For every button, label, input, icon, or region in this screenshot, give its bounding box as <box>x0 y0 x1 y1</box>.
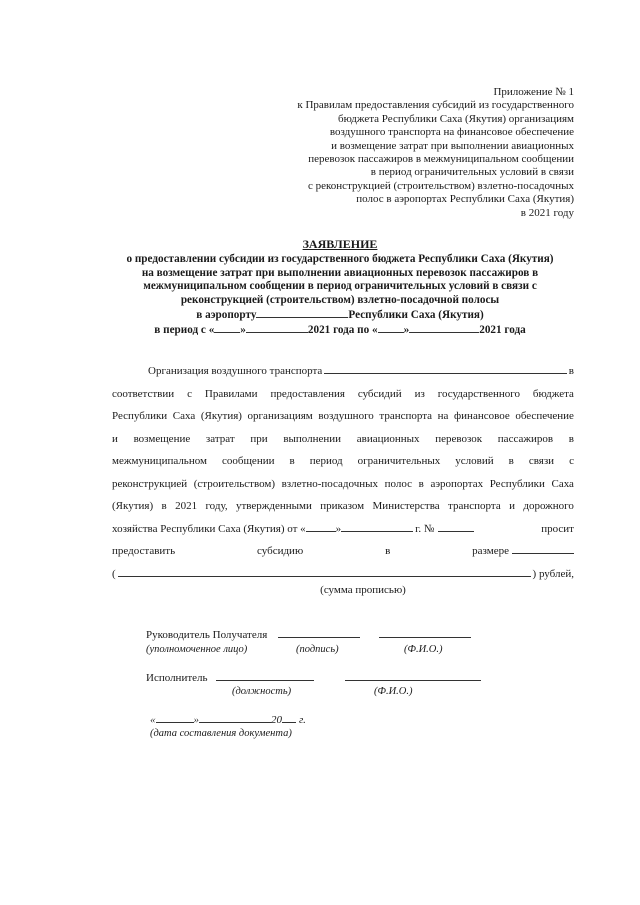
title-line: межмуниципальном сообщении в период ограничительных условий в связи с <box>143 280 537 293</box>
executor-name-blank[interactable] <box>345 670 481 681</box>
annex-line: с реконструкцией (строительством) взлетно-посадочных <box>308 179 574 192</box>
paragraph-word: на <box>437 410 449 422</box>
paragraph-word: и <box>509 500 515 512</box>
order-number-label: г. № <box>415 522 435 535</box>
paragraph-word: Правилами <box>204 387 258 400</box>
title-line: о предоставлении субсидии из государственного бюджета Республики Саха (Якутия) <box>126 253 554 266</box>
paragraph-word: в <box>508 455 514 467</box>
paragraph-word: году, <box>205 500 228 512</box>
grant-line <box>112 540 574 563</box>
order-quote: » <box>335 522 342 535</box>
sum-close-text: ) рублей, <box>532 567 574 580</box>
paragraph-word: полос <box>384 477 413 490</box>
head-signature-blank[interactable] <box>278 627 360 638</box>
period-end-day-blank[interactable] <box>378 322 404 333</box>
head-caption-sign: (подпись) <box>296 644 339 655</box>
paragraph-word: в <box>568 432 574 445</box>
executor-line <box>146 670 481 684</box>
order-month-blank[interactable] <box>341 521 413 532</box>
paragraph-line <box>112 473 574 496</box>
grant-word: размере <box>472 545 509 557</box>
paragraph-word: в <box>161 500 167 512</box>
paragraph-word: при <box>250 432 268 445</box>
amount-blank[interactable] <box>512 543 574 554</box>
paragraph-word: субсидий <box>357 387 402 400</box>
paragraph-line <box>112 383 574 406</box>
grant-word: в <box>385 545 391 557</box>
paragraph-word: предоставления <box>270 387 345 400</box>
paragraph-word: (Якутия) <box>112 500 154 512</box>
paragraph-word: взлетно-посадочных <box>281 477 379 490</box>
date-line <box>150 712 306 726</box>
paragraph-word: перевозок <box>435 432 483 445</box>
date-caption: (дата составления документа) <box>150 728 292 739</box>
period-quote: » <box>403 324 410 337</box>
annex-line: в период ограничительных условий в связи <box>370 166 574 179</box>
paragraph-word: из <box>414 387 425 400</box>
period-suffix: 2021 года <box>479 324 526 337</box>
org-suffix: в <box>568 365 574 377</box>
paragraph-word: утвержденными <box>235 500 312 512</box>
paragraph-word: транспорта <box>448 500 501 512</box>
paragraph-word: затрат <box>205 432 235 445</box>
paragraph-word: Республики <box>112 410 168 422</box>
document-title: ЗАЯВЛЕНИЕ <box>302 237 378 251</box>
org-name-blank[interactable] <box>324 362 567 374</box>
paragraph-word: сообщении <box>221 455 275 467</box>
paragraph-word: реконструкцией <box>112 477 188 490</box>
paragraph-word: (строительством) <box>193 477 276 490</box>
period-prefix: в период с « <box>154 324 215 337</box>
annex-header <box>244 86 574 220</box>
period-middle: 2021 года по « <box>307 324 378 337</box>
paragraph-line <box>112 428 574 451</box>
paragraph-word: связи <box>528 455 555 467</box>
period-line <box>110 322 570 337</box>
period-start-day-blank[interactable] <box>214 322 240 333</box>
paragraph-word: (Якутия) <box>200 410 242 422</box>
date-month-blank[interactable] <box>199 712 271 723</box>
paragraph-word: Республики <box>489 477 545 490</box>
paragraph-word: Министерства <box>372 500 440 512</box>
grant-word: субсидию <box>257 545 304 557</box>
title-line: реконструкцией (строительством) взлетно-посадочной полосы <box>180 293 500 306</box>
paragraph-line <box>112 405 574 428</box>
paragraph-word: пассажиров <box>497 432 554 445</box>
head-name-blank[interactable] <box>379 627 471 638</box>
title-line: на возмещение затрат при выполнении авиационных перевозок пассажиров в <box>141 266 539 279</box>
document-title-block <box>110 238 570 338</box>
date-day-blank[interactable] <box>156 712 194 723</box>
paragraph-word: в <box>289 455 295 467</box>
paragraph-word: с <box>187 387 192 400</box>
paragraph-word: межмуниципальном <box>112 455 207 467</box>
airport-blank[interactable] <box>256 307 348 318</box>
executor-post-blank[interactable] <box>216 670 314 681</box>
paragraph-word: с <box>569 455 574 467</box>
paragraph-word: и <box>112 432 118 445</box>
paragraph-word: финансовое <box>454 410 510 422</box>
grant-word: предоставить <box>112 545 176 557</box>
paragraph-line <box>112 495 574 518</box>
paragraph-word: организациям <box>247 410 313 422</box>
annex-line: воздушного транспорта на финансовое обеспечение <box>329 126 574 139</box>
annex-line: полос в аэропортах Республики Саха (Якутия) <box>356 193 574 206</box>
paragraph-word: дорожного <box>523 500 574 512</box>
paragraph-word: в <box>418 477 424 490</box>
date-year-blank[interactable] <box>282 712 296 723</box>
head-caption-role: (уполномоченное лицо) <box>146 644 248 655</box>
paragraph-word: 2021 <box>175 500 198 512</box>
paragraph-word: Саха <box>172 410 196 422</box>
sum-open-paren: ( <box>112 567 116 580</box>
executor-label: Исполнитель <box>146 672 208 684</box>
application-body <box>112 360 574 602</box>
paragraph-line <box>112 450 574 473</box>
period-start-month-blank[interactable] <box>246 322 308 333</box>
annex-line: к Правилам предоставления субсидий из государственного <box>297 99 574 112</box>
paragraph-word: условий <box>455 455 494 467</box>
paragraph-word: авиационных <box>356 432 420 445</box>
date-quote-close: » <box>193 714 199 726</box>
paragraph-word: воздушного <box>318 410 374 422</box>
paragraph-word: бюджета <box>532 387 574 400</box>
order-ref-line <box>112 518 574 541</box>
sum-caption: (сумма прописью) <box>320 584 406 596</box>
paragraph-word: ограничительных <box>357 455 441 467</box>
annex-line: бюджета Республики Саха (Якутия) организациям <box>338 112 574 125</box>
paragraph-word: аэропортах <box>430 477 484 490</box>
airport-prefix: в аэропорту <box>196 309 257 322</box>
executor-caption-post: (должность) <box>232 686 292 697</box>
annex-line: перевозок пассажиров в межмуниципальном сообщении <box>308 153 574 166</box>
period-end-month-blank[interactable] <box>409 322 479 333</box>
org-line <box>112 360 574 383</box>
annex-line: Приложение № 1 <box>493 86 574 98</box>
order-request-text: просит <box>541 522 574 535</box>
paragraph-word: транспорта <box>379 410 433 422</box>
paragraph-word: соответствии <box>112 387 175 400</box>
date-suffix: г. <box>299 714 306 726</box>
paragraph-word: приказом <box>320 500 365 512</box>
paragraph-word: государственного <box>437 387 520 400</box>
order-day-blank[interactable] <box>306 521 336 532</box>
executor-caption-name: (Ф.И.О.) <box>374 686 413 697</box>
org-label: Организация воздушного транспорта <box>148 365 323 377</box>
paragraph-word: Саха <box>551 477 574 490</box>
order-ref-text: хозяйства Республики Саха (Якутия) от « <box>112 522 306 535</box>
sum-in-words-blank[interactable] <box>118 565 531 577</box>
head-caption-name: (Ф.И.О.) <box>404 644 443 655</box>
head-signature-line <box>146 627 471 641</box>
date-year: 20 <box>271 714 282 726</box>
airport-suffix: Республики Саха (Якутия) <box>348 309 484 322</box>
paragraph-word: выполнении <box>283 432 342 445</box>
paragraph-word: период <box>309 455 343 467</box>
order-number-blank[interactable] <box>438 521 474 532</box>
paragraph-word: обеспечение <box>515 410 574 422</box>
date-quote-open: « <box>150 714 156 726</box>
period-quote: » <box>240 324 246 337</box>
annex-line: в 2021 году <box>520 206 574 219</box>
head-label: Руководитель Получателя <box>146 629 268 641</box>
airport-line <box>110 307 570 322</box>
annex-line: и возмещение затрат при выполнении авиационных <box>331 139 574 152</box>
paragraph-word: возмещение <box>133 432 191 445</box>
